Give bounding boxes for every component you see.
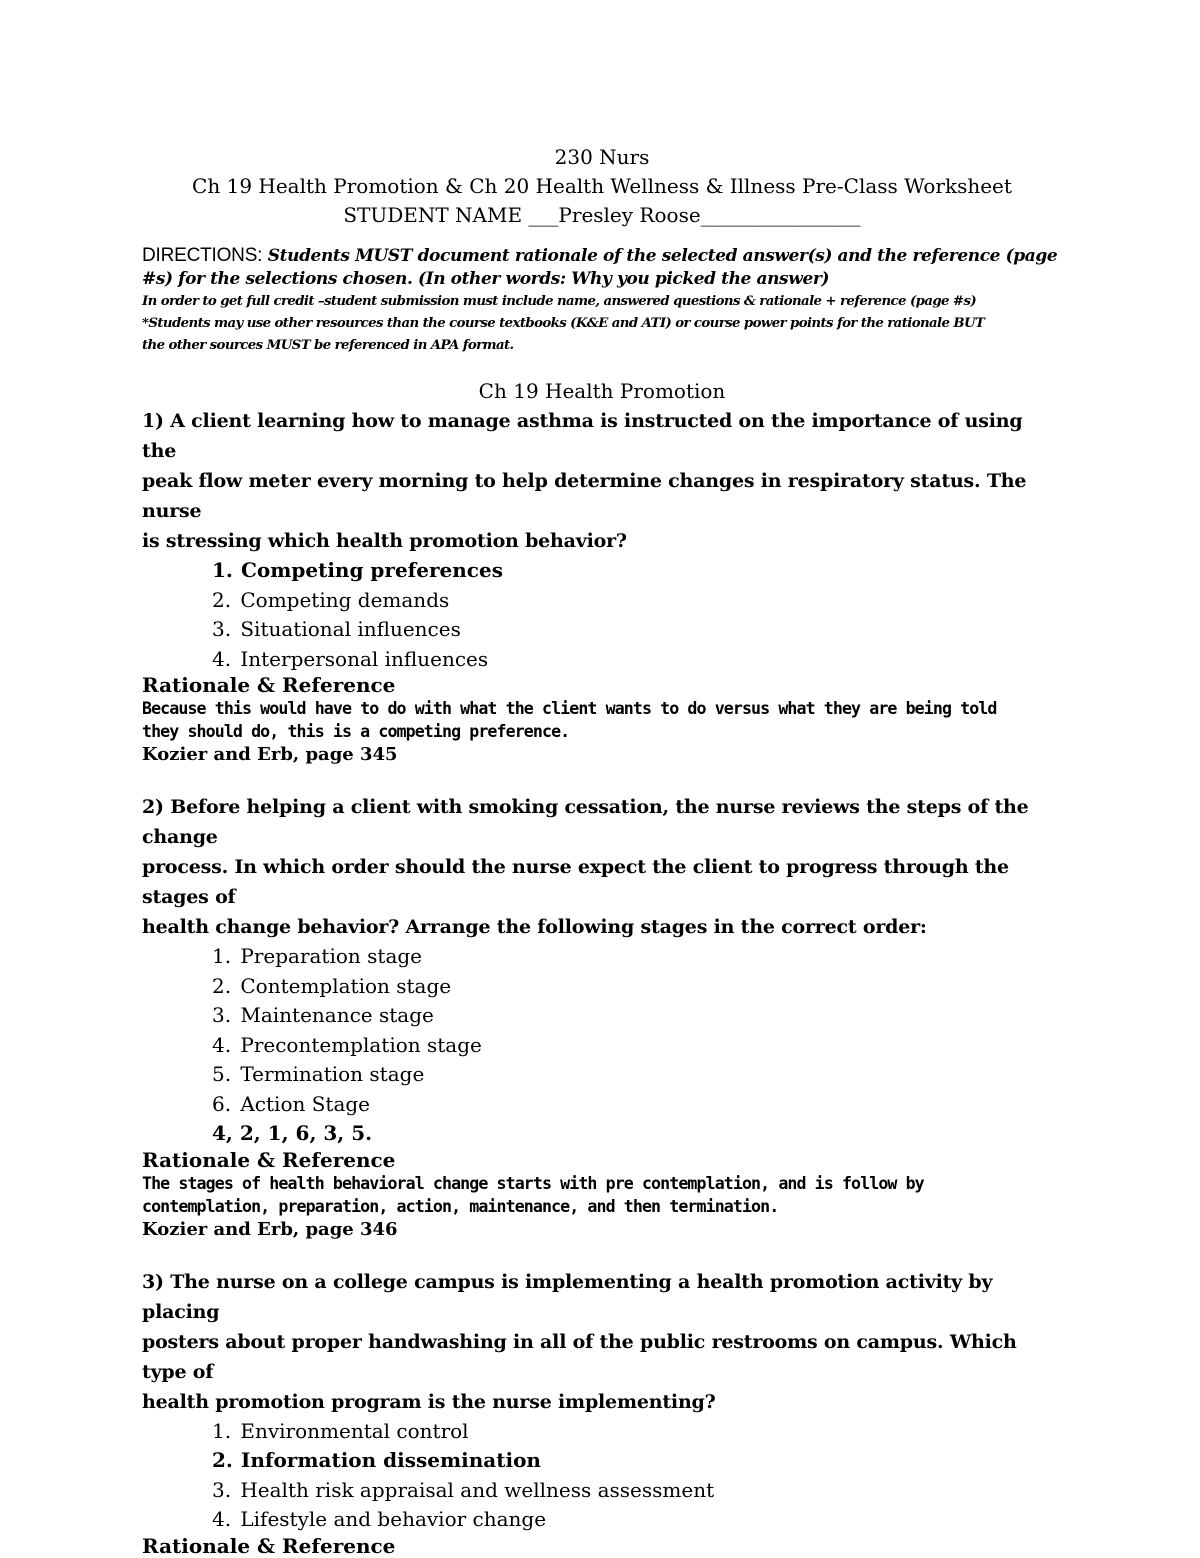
question-2-line-1: 2) Before helping a client with smoking cessation, the nurse reviews the steps of the change	[142, 796, 1029, 848]
option-number: 3.	[212, 1003, 232, 1027]
question-3-option-3	[142, 1476, 1062, 1506]
option-number: 1.	[212, 1418, 232, 1443]
option-text: Action Stage	[240, 1091, 371, 1116]
question-3-line-3: health promotion program is the nurse implementing?	[142, 1390, 716, 1413]
directions-text: Students MUST document rationale of the selected answer(s) and the reference (page #s) for the selections chosen. (In other words: Why you picked the answer)	[142, 246, 1058, 289]
option-text: Maintenance stage	[240, 1003, 434, 1027]
question-1-rationale-heading: Rationale & Reference	[142, 673, 396, 697]
question-2	[142, 792, 1062, 1241]
student-name-line: STUDENT NAME ___Presley Roose________________	[343, 203, 861, 227]
option-text: Competing demands	[240, 587, 450, 612]
question-2-option-3	[142, 1001, 1062, 1031]
question-2-option-2	[142, 972, 1062, 1002]
option-text: Contemplation stage	[240, 973, 452, 998]
option-text: Interpersonal influences	[240, 646, 489, 671]
option-text: Lifestyle and behavior change	[240, 1507, 547, 1531]
question-3-line-2: posters about proper handwashing in all of the public restrooms on campus. Which type of	[142, 1330, 1017, 1383]
option-number: 2.	[212, 587, 232, 612]
question-1	[142, 406, 1062, 766]
spacer	[142, 766, 1062, 792]
spacer	[142, 1241, 1062, 1267]
option-number: 4.	[212, 1032, 232, 1057]
directions-label: DIRECTIONS:	[142, 245, 263, 266]
option-text: Competing preferences	[240, 558, 503, 582]
option-number: 5.	[212, 1062, 232, 1086]
worksheet-title: Ch 19 Health Promotion & Ch 20 Health Wellness & Illness Pre-Class Worksheet	[192, 174, 1012, 198]
question-2-answer: 4, 2, 1, 6, 3, 5.	[212, 1121, 373, 1145]
question-2-line-3: health change behavior? Arrange the following stages in the correct order:	[142, 916, 927, 938]
option-text: Information dissemination	[240, 1448, 541, 1472]
question-2-rationale-line-2: contemplation, preparation, action, maintenance, and then termination.	[142, 1196, 779, 1216]
option-number: 1.	[212, 558, 233, 582]
option-number: 1.	[212, 944, 232, 968]
directions-resources-1: *Students may use other resources than the course textbooks (K&E and ATI) or course power points for the rationale BUT	[142, 316, 985, 331]
question-1-rationale-line-1: Because this would have to do with what the client wants to do versus what they are being told	[142, 699, 997, 718]
directions-credit: In order to get full credit –student submission must include name, answered questions & rationale + reference (page #s)	[142, 294, 977, 309]
option-number: 2.	[212, 1448, 233, 1472]
question-1-line-3: is stressing which health promotion behavior?	[142, 530, 627, 552]
question-1-option-2	[142, 586, 1062, 616]
option-number: 3.	[212, 1477, 232, 1502]
question-1-rationale-line-2: they should do, this is a competing preference.	[142, 722, 570, 741]
question-3	[142, 1267, 1062, 1558]
question-3-rationale-heading: Rationale & Reference	[142, 1533, 396, 1558]
question-1-reference: Kozier and Erb, page 345	[142, 744, 398, 765]
question-2-option-1	[142, 942, 1062, 972]
directions-resources-2: the other sources MUST be referenced in APA format.	[142, 338, 514, 353]
option-text: Environmental control	[240, 1418, 469, 1443]
option-text: Health risk appraisal and wellness assessment	[240, 1477, 715, 1502]
question-2-line-2: process. In which order should the nurse expect the client to progress through the stages of	[142, 856, 1009, 908]
question-2-reference: Kozier and Erb, page 346	[142, 1218, 398, 1240]
question-1-line-1: 1) A client learning how to manage asthma is instructed on the importance of using the	[142, 410, 1023, 462]
directions-block	[142, 244, 1062, 357]
course-code: 230 Nurs	[554, 145, 650, 169]
option-number: 4.	[212, 1507, 232, 1531]
directions-main	[142, 244, 1062, 291]
option-text: Situational influences	[240, 617, 461, 641]
question-1-option-1	[142, 556, 1062, 586]
option-text: Termination stage	[240, 1062, 425, 1086]
question-2-rationale-line-1: The stages of health behavioral change starts with pre contemplation, and is follow by	[142, 1173, 924, 1193]
option-number: 4.	[212, 646, 232, 671]
question-1-option-4	[142, 645, 1062, 675]
question-1-option-3	[142, 615, 1062, 645]
option-number: 2.	[212, 973, 232, 998]
question-2-option-6	[142, 1090, 1062, 1120]
question-3-option-4	[142, 1505, 1062, 1535]
option-number: 3.	[212, 617, 232, 641]
question-2-option-5	[142, 1060, 1062, 1090]
question-3-option-2	[142, 1446, 1062, 1476]
option-text: Precontemplation stage	[240, 1032, 482, 1057]
option-text: Preparation stage	[240, 944, 422, 968]
question-3-option-1	[142, 1417, 1062, 1447]
question-2-option-4	[142, 1031, 1062, 1061]
worksheet-page	[142, 143, 1062, 1558]
question-1-line-2: peak flow meter every morning to help determine changes in respiratory status. The nurse	[142, 470, 1027, 522]
option-number: 6.	[212, 1091, 232, 1116]
question-2-rationale-heading: Rationale & Reference	[142, 1147, 396, 1172]
section-title: Ch 19 Health Promotion	[478, 379, 726, 403]
question-3-line-1: 3) The nurse on a college campus is implementing a health promotion activity by placing	[142, 1270, 993, 1323]
